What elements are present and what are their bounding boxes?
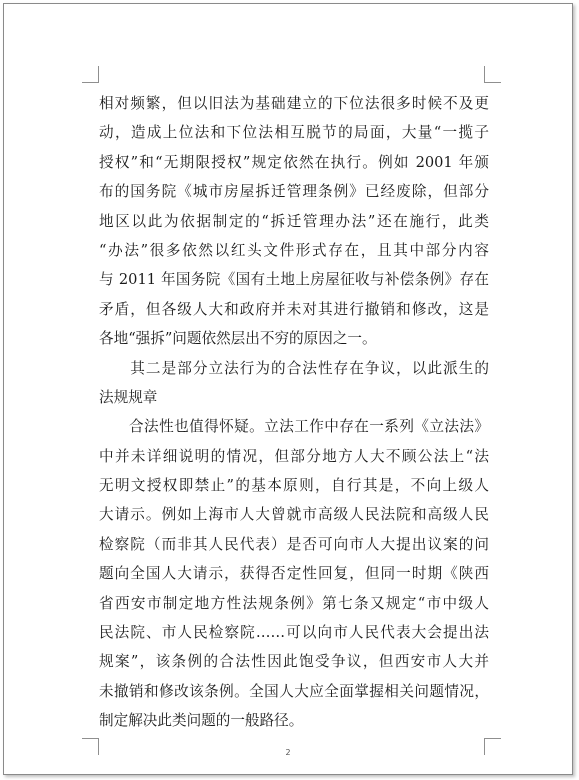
document-body: [99, 89, 489, 736]
text-line: 地区以此为依据制定的“拆迁管理办法”还在施行，此类: [99, 212, 489, 230]
text-line: 授权”和“无期限授权”规定依然在执行。例如 2001 年颁: [99, 153, 489, 171]
text-line: 检察院（而非其人民代表）是否可向市人大提出议案的问: [99, 535, 489, 553]
paragraph: [99, 354, 489, 413]
text-line: 法规规章: [99, 388, 158, 406]
text-line: “办法”很多依然以红头文件形式存在，且其中部分内容: [99, 241, 489, 259]
text-line: 民法院、市人民检察院……可以向市人民代表大会提出法: [99, 624, 489, 642]
text-line: 省西安市制定地方性法规条例》第七条又规定“市中级人: [99, 594, 489, 612]
text-line: 合法性也值得怀疑。立法工作中存在一系列《立法法》: [99, 418, 489, 436]
text-line: 动，造成上位法和下位法相互脱节的局面，大量“一揽子: [99, 124, 489, 142]
paragraph: [99, 412, 489, 735]
text-line: 矛盾，但各级人大和政府并未对其进行撤销和修改，这是: [99, 300, 489, 318]
text-line: 相对频繁，但以旧法为基础建立的下位法很多时候不及更: [99, 95, 489, 112]
crop-mark-top-right: [484, 66, 501, 83]
paragraph: [99, 89, 489, 354]
text-line: 各地“强拆”问题依然层出不穷的原因之一。: [99, 330, 377, 348]
text-line: 未撤销和修改该条例。全国人大应全面掌握相关问题情况，: [99, 682, 489, 700]
text-line: 布的国务院《城市房屋拆迁管理条例》已经废除，但部分: [99, 183, 489, 201]
text-line: 其二是部分立法行为的合法性存在争议，以此派生的: [99, 359, 489, 377]
text-line: 中并未详细说明的情况，但部分地方人大不顾公法上“法: [99, 447, 489, 465]
crop-mark-top-left: [82, 66, 99, 83]
text-line: 大请示。例如上海市人大曾就市高级人民法院和高级人民: [99, 506, 489, 524]
document-page: [3, 3, 573, 775]
page-number: 2: [285, 748, 291, 757]
text-line: 题向全国人大请示，获得否定性回复，但同一时期《陕西: [99, 565, 489, 583]
text-line: 制定解决此类问题的一般路径。: [99, 712, 304, 730]
text-line: 无明文授权即禁止”的基本原则，自行其是，不向上级人: [99, 477, 489, 495]
text-line: 与 2011 年国务院《国有土地上房屋征收与补偿条例》存在: [99, 271, 489, 289]
text-line: 规案”，该条例的合法性因此饱受争议，但西安市人大并: [99, 653, 489, 671]
